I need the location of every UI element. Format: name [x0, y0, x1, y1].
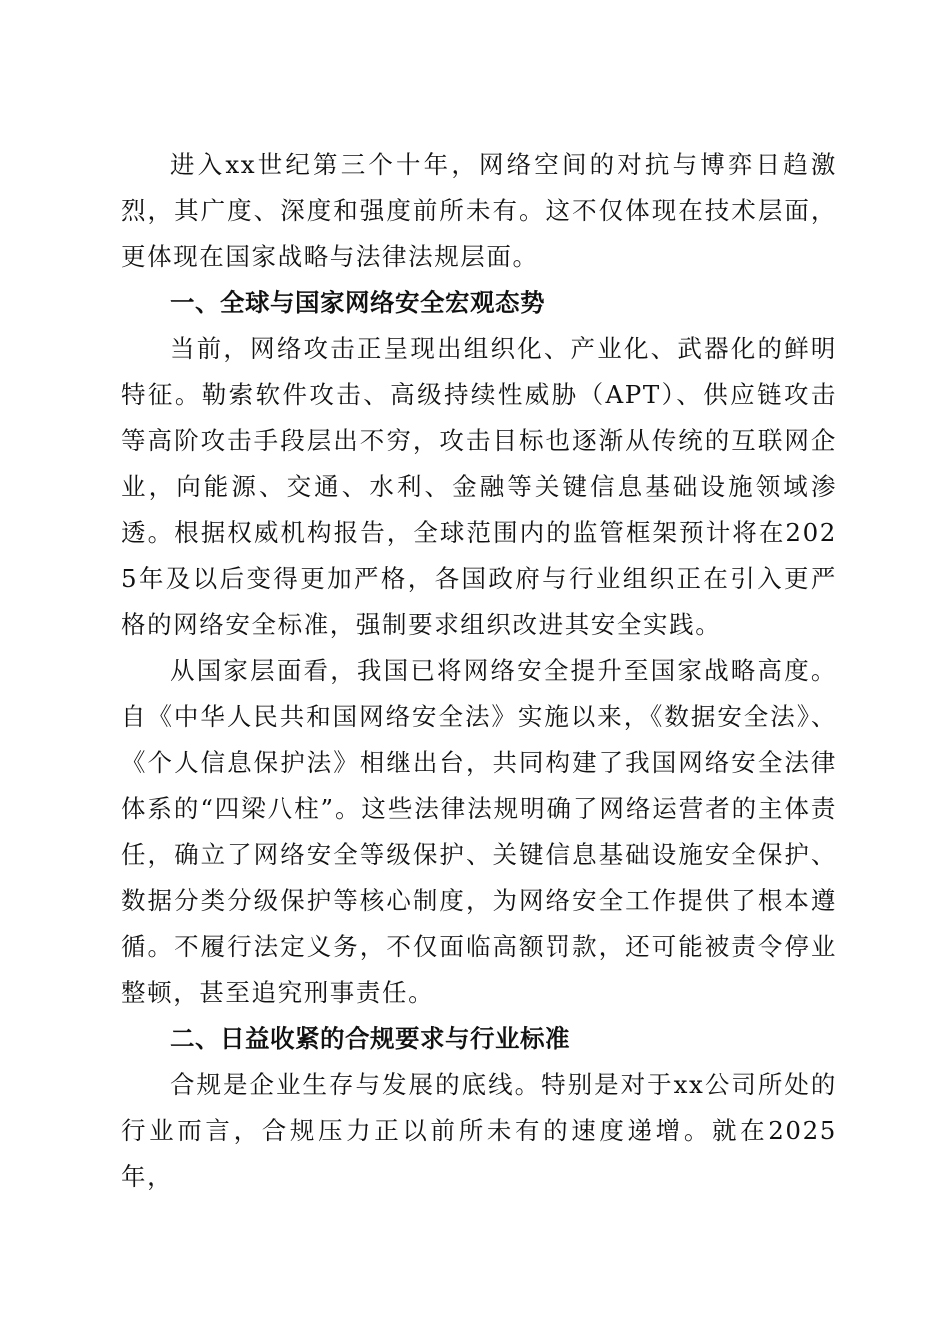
- section2-paragraph-1: 合规是企业生存与发展的底线。特别是对于xx公司所处的行业而言，合规压力正以前所未有的速度递增。就在2025年，: [121, 1070, 837, 1191]
- section1-paragraph-2: 从国家层面看，我国已将网络安全提升至国家战略高度。自《中华人民共和国网络安全法》实施以来，《数据安全法》、《个人信息保护法》相继出台，共同构建了我国网络安全法律体系的“四梁八柱”。这些法律法规明确了网络运营者的主体责任，确立了网络安全等级保护、关键信息基础设施安全保护、数据分类分级保护等核心制度，为网络安全工作提供了根本遵循。不履行法定义务，不仅面临高额罚款，还可能被责令停业整顿，甚至追究刑事责任。: [121, 656, 837, 1007]
- intro-paragraph: 进入xx世纪第三个十年，网络空间的对抗与博弈日趋激烈，其广度、深度和强度前所未有。这不仅体现在技术层面，更体现在国家战略与法律法规层面。: [121, 150, 837, 271]
- section1-paragraph-1: 当前，网络攻击正呈现出组织化、产业化、武器化的鲜明特征。勒索软件攻击、高级持续性威胁（APT）、供应链攻击等高阶攻击手段层出不穷，攻击目标也逐渐从传统的互联网企业，向能源、交通、水利、金融等关键信息基础设施领域渗透。根据权威机构报告，全球范围内的监管框架预计将在2025年及以后变得更加严格，各国政府与行业组织正在引入更严格的网络安全标准，强制要求组织改进其安全实践。: [121, 334, 837, 639]
- section-heading-1: 一、全球与国家网络安全宏观态势: [170, 288, 545, 317]
- section-heading-2: 二、日益收紧的合规要求与行业标准: [170, 1024, 570, 1053]
- document-body: [121, 142, 837, 1200]
